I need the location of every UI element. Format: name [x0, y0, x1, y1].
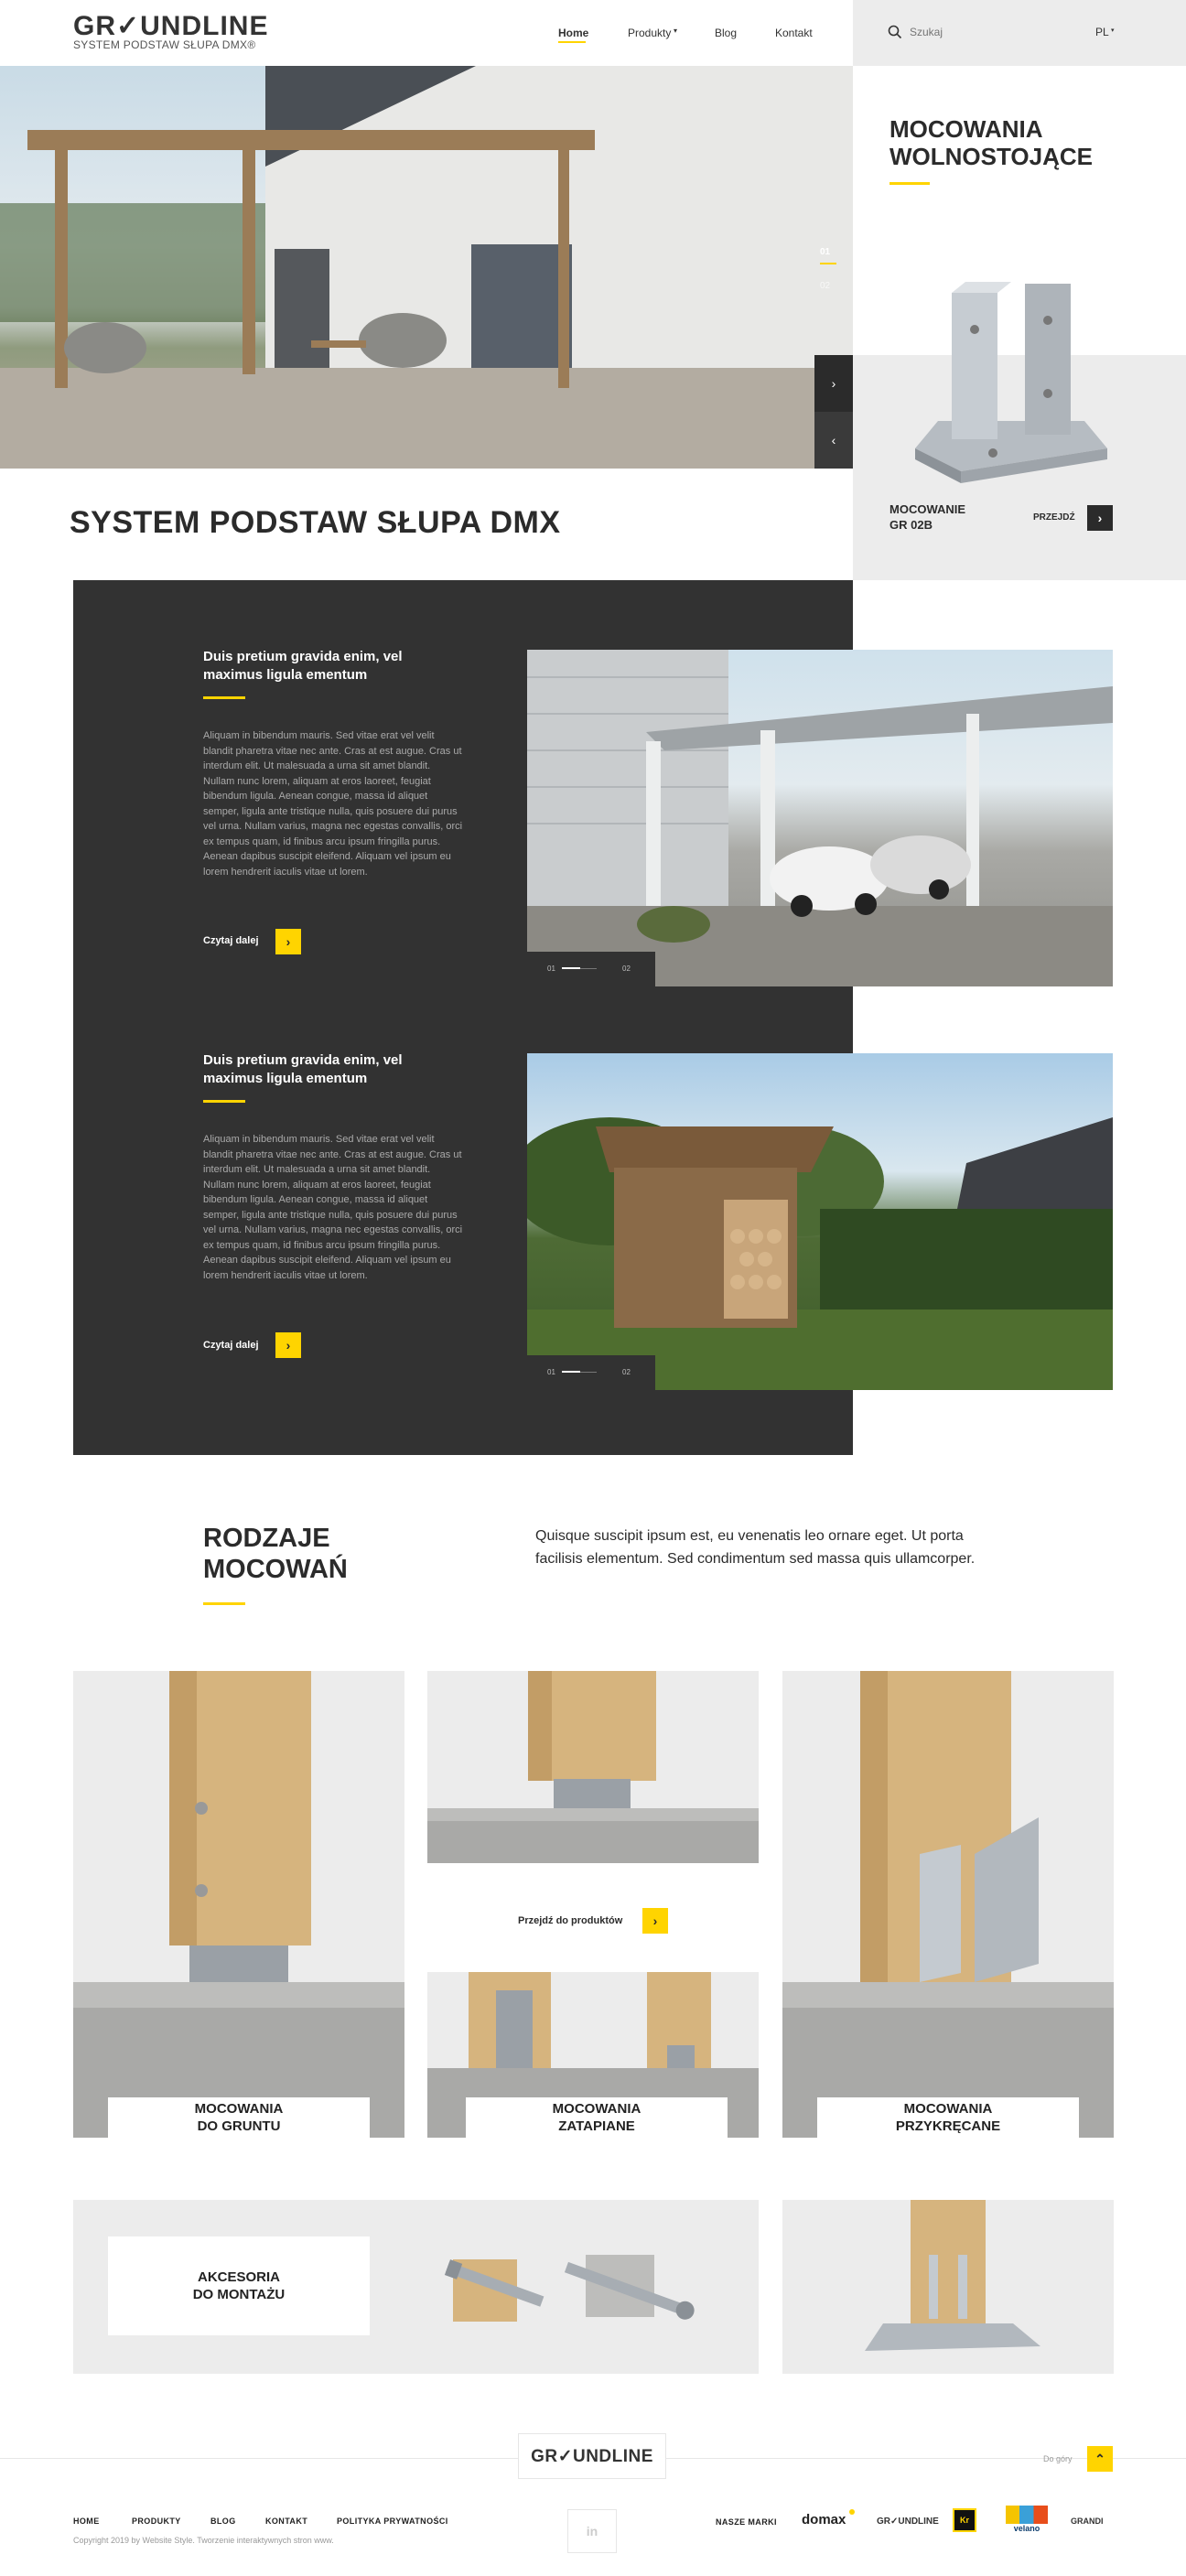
card-label-line2: DO GRUNTU — [197, 2118, 281, 2134]
read-more-link[interactable]: Czytaj dalej — [203, 1340, 259, 1351]
card-label — [108, 2097, 370, 2138]
card-label-line2: DO MONTAŻU — [192, 2287, 286, 2302]
brand-velano-text: velano — [1006, 2524, 1048, 2533]
hero-active-bar — [820, 263, 836, 264]
footer-link-blog[interactable]: BLOG — [210, 2517, 236, 2526]
side-heading-line2: WOLNOSTOJĄCE — [890, 143, 1093, 170]
nav-home[interactable]: Home — [558, 27, 589, 39]
types-heading — [203, 1523, 348, 1585]
footer-link-contact[interactable]: KONTAKT — [265, 2517, 308, 2526]
hero-next-button[interactable] — [814, 355, 853, 412]
carport-image — [527, 650, 1113, 986]
slider-to[interactable]: 02 — [622, 965, 631, 973]
article-title: Duis pretium gravida enim, vel maximus ligula ementum — [203, 1052, 403, 1086]
brand-grandi[interactable]: GRANDI — [1071, 2517, 1104, 2526]
article-body: Aliquam in bibendum mauris. Sed vitae erat vel velit blandit pharetra vitae nec ante. Cras at est augue. Cras ut interdum elit. Ut malesuada a urna sit amet blandit. Nullam nunc lorem, aliquam at eros laoreet, feugiat bibendum ligula. Aenean congue, massa id aliquet semper, ligula ante tristique nulla, quis posuere dui purus vel urna. Nullam varius, magna nec egestas convallis, orci ex tempus quam, id finibus arcu ipsum fringilla purus. Aenean dapibus suscipit eleifend. Aliquam vel ipsum eu lorem hendrerit iaculis vitae ut lorem. — [203, 730, 463, 878]
products-link-button[interactable] — [642, 1908, 668, 1934]
slider-from[interactable]: 01 — [547, 1368, 555, 1376]
card-post-base[interactable] — [782, 2200, 1114, 2374]
copyright: Copyright 2019 by Website Style. Tworzenie interaktywnych stron www. — [73, 2536, 334, 2545]
hero-image — [0, 66, 853, 469]
search-bar — [853, 0, 1186, 66]
to-top-label[interactable]: Do góry — [1043, 2454, 1073, 2463]
slider-from[interactable]: 01 — [547, 965, 555, 973]
product-go-button[interactable] — [1087, 505, 1113, 531]
hero-slider-dots — [820, 247, 847, 291]
article-title: Duis pretium gravida enim, vel maximus ligula ementum — [203, 649, 403, 683]
nav-active-underline — [558, 41, 586, 43]
products-link[interactable]: Przejdź do produktów — [518, 1915, 623, 1926]
card-label-line1: AKCESORIA — [197, 2269, 280, 2285]
brand-domax-dot — [849, 2509, 855, 2515]
chevron-right-icon: › — [652, 1913, 658, 1928]
language-switch[interactable]: PL — [1095, 26, 1109, 38]
to-top-button[interactable] — [1087, 2446, 1113, 2472]
bracket-product-image — [901, 265, 1121, 494]
read-more-button[interactable] — [275, 1332, 301, 1358]
hero-slide-number[interactable]: 02 — [820, 281, 831, 291]
chevron-right-icon: › — [831, 376, 836, 391]
chevron-right-icon: › — [286, 934, 291, 949]
article-accent-line — [203, 1100, 245, 1103]
chevron-left-icon: ‹ — [831, 433, 836, 447]
chevron-down-icon: ▾ — [674, 27, 678, 35]
footer-logo[interactable] — [518, 2433, 666, 2479]
image-slider-bar — [527, 1355, 655, 1390]
linkedin-icon: in — [586, 2524, 598, 2538]
card-label — [108, 2236, 370, 2335]
card-embedded-top-image[interactable] — [427, 1671, 759, 1863]
footer-link-privacy[interactable]: POLITYKA PRYWATNOŚCI — [337, 2517, 448, 2526]
brand-kr[interactable] — [953, 2508, 976, 2532]
logo[interactable] — [73, 11, 269, 57]
card-ground-mount[interactable] — [73, 1671, 404, 2138]
nav-blog[interactable]: Blog — [715, 27, 738, 39]
article-accent-line — [203, 696, 245, 699]
slider-progress — [562, 967, 580, 969]
side-panel-heading — [890, 115, 1093, 170]
anchor-bolts-image — [435, 2250, 718, 2328]
brand-domax[interactable]: domax — [802, 2512, 846, 2527]
card-accessories[interactable] — [73, 2200, 759, 2374]
chevron-right-icon: › — [286, 1338, 291, 1353]
product-go-label[interactable]: PRZEJDŹ — [1033, 512, 1075, 523]
heading-accent-line — [203, 1602, 245, 1605]
types-heading-line2: MOCOWAŃ — [203, 1555, 348, 1584]
product-name-line2: GR 02B — [890, 518, 933, 532]
woodshed-image — [527, 1053, 1113, 1390]
footer-link-products[interactable]: PRODUKTY — [132, 2517, 181, 2526]
search-input[interactable] — [910, 22, 1056, 42]
brand-groundline[interactable]: GR✓UNDLINE — [877, 2517, 939, 2527]
search-icon[interactable] — [888, 25, 902, 39]
read-more-link[interactable]: Czytaj dalej — [203, 935, 259, 946]
types-intro: Quisque suscipit ipsum est, eu venenatis leo ornare eget. Ut porta facilisis elementum. Sed condimentum sed massa quis ullamcorper. — [535, 1528, 976, 1567]
chevron-right-icon: › — [1097, 511, 1103, 525]
card-label-line1: MOCOWANIA — [903, 2101, 993, 2117]
slider-to[interactable]: 02 — [622, 1368, 631, 1376]
chevron-up-icon: ⌃ — [1094, 2451, 1105, 2466]
heading-accent-line — [890, 182, 930, 185]
logo-tagline: SYSTEM PODSTAW SŁUPA DMX® — [73, 38, 256, 51]
product-name-line1: MOCOWANIE — [890, 502, 966, 516]
hero-prev-button[interactable] — [814, 412, 853, 469]
image-slider-bar — [527, 952, 655, 986]
read-more-button[interactable] — [275, 929, 301, 954]
card-label-line1: MOCOWANIA — [194, 2101, 284, 2117]
linkedin-button[interactable] — [567, 2509, 617, 2553]
footer-logo-word: GR✓UNDLINE — [531, 2446, 653, 2466]
page-title: SYSTEM PODSTAW SŁUPA DMX — [70, 505, 561, 540]
slider-progress — [562, 1371, 580, 1373]
footer-link-home[interactable]: HOME — [73, 2517, 100, 2526]
brand-kr-text: Kr — [959, 2516, 969, 2525]
card-label-line1: MOCOWANIA — [552, 2101, 642, 2117]
types-heading-line1: RODZAJE — [203, 1524, 330, 1553]
nav-products[interactable]: Produkty — [628, 27, 672, 39]
card-label-line2: PRZYKRĘCANE — [895, 2118, 1001, 2134]
chevron-down-icon: ▾ — [1111, 27, 1115, 34]
hero-slide-number[interactable]: 01 — [820, 247, 831, 257]
logo-word: GR✓UNDLINE — [73, 11, 269, 41]
card-embedded-mount[interactable] — [427, 1972, 759, 2138]
nav-contact[interactable]: Kontakt — [775, 27, 813, 39]
card-label — [466, 2097, 728, 2138]
brands-label: NASZE MARKI — [716, 2517, 777, 2527]
product-name — [890, 501, 965, 533]
side-heading-line1: MOCOWANIA — [890, 115, 1043, 143]
card-label — [817, 2097, 1079, 2138]
card-label-line2: ZATAPIANE — [558, 2118, 635, 2134]
article-body: Aliquam in bibendum mauris. Sed vitae erat vel velit blandit pharetra vitae nec ante. Cras at est augue. Cras ut interdum elit. Ut malesuada a urna sit amet blandit. Nullam nunc lorem, aliquam at eros laoreet, feugiat bibendum ligula. Aenean congue, massa id aliquet semper, ligula ante tristique nulla, quis posuere dui purus vel urna. Nullam varius, magna nec egestas convallis, orci ex tempus quam, id finibus arcu ipsum fringilla purus. Aenean dapibus suscipit eleifend. Aliquam vel ipsum eu lorem hendrerit iaculis vitae ut lorem. — [203, 1134, 463, 1281]
card-bolted-mount[interactable] — [782, 1671, 1114, 2138]
brand-velano[interactable] — [1006, 2506, 1048, 2533]
